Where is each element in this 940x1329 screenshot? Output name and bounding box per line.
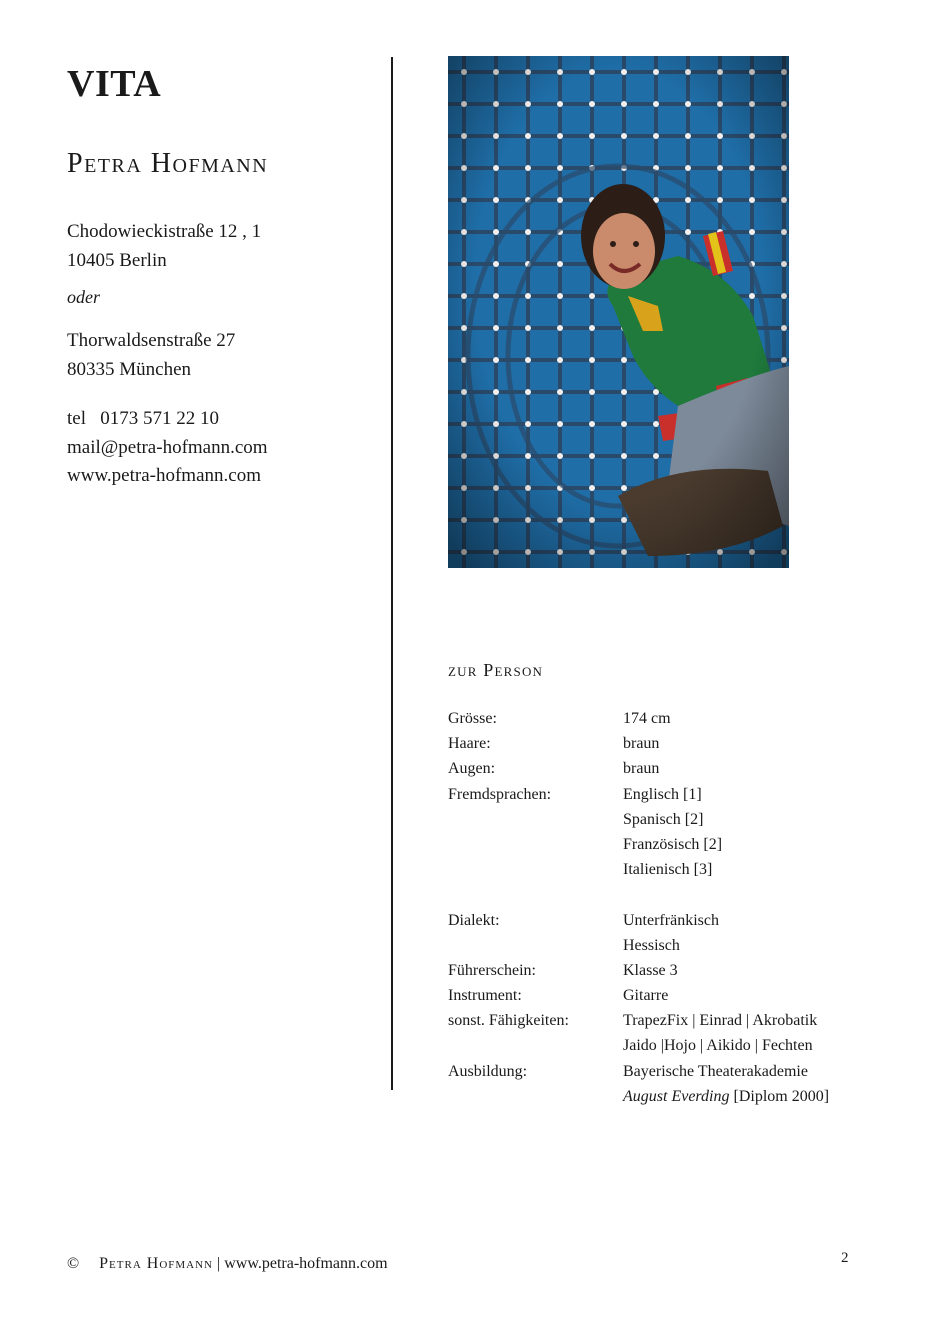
- fact-value: 174 cm: [623, 710, 671, 727]
- fact-label: Augen:: [448, 760, 496, 778]
- fact-value: TrapezFix | Einrad | Akrobatik: [623, 1012, 818, 1030]
- fact-row-education-cont: [448, 1084, 829, 1109]
- footer-website-link[interactable]: www.petra-hofmann.com: [224, 1255, 388, 1272]
- fact-value: Französisch [2]: [623, 835, 723, 853]
- fact-row-skills-cont: [448, 1033, 829, 1058]
- section-heading: zur Person: [448, 660, 544, 680]
- email-link[interactable]: mail@petra-hofmann.com: [67, 436, 268, 458]
- fact-label: Führerschein:: [448, 961, 536, 979]
- phone-line: [67, 405, 268, 434]
- footer: [67, 1255, 388, 1273]
- fact-row-skills: [448, 1008, 829, 1033]
- fact-row-instrument: [448, 983, 829, 1008]
- fact-row-eyes: [448, 756, 829, 781]
- fact-value: Englisch [1]: [623, 785, 702, 803]
- fact-value: Jaido |Hojo | Aikido | Fechten: [623, 1037, 813, 1055]
- tel-value: 0173 571 22 10: [100, 408, 219, 429]
- street-line: Chodowieckistraße 12 , 1: [67, 221, 262, 242]
- fact-label: Dialekt:: [448, 911, 500, 929]
- diploma-note: [Diplom 2000]: [729, 1087, 830, 1105]
- or-label: oder: [67, 287, 100, 307]
- fact-value: Italienisch [3]: [623, 861, 713, 879]
- fact-row-languages-cont: [448, 832, 829, 857]
- city-line: 80335 München: [67, 358, 192, 380]
- contact-block: [67, 405, 268, 491]
- fact-row-languages-cont: [448, 857, 829, 882]
- fact-row-dialect: [448, 908, 829, 933]
- fact-label: sonst. Fähigkeiten:: [448, 1012, 569, 1030]
- fact-value: Unterfränkisch: [623, 911, 719, 929]
- fact-label: Ausbildung:: [448, 1062, 528, 1080]
- page-title: VITA: [67, 63, 162, 105]
- address-berlin: [67, 218, 261, 275]
- school-name: August Everding: [623, 1087, 730, 1105]
- page-number: 2: [841, 1250, 849, 1266]
- personal-facts: [448, 706, 829, 1109]
- portrait-photo: [448, 56, 789, 568]
- column-divider: [391, 57, 393, 1090]
- fact-value: Spanisch [2]: [623, 810, 704, 828]
- fact-row-languages-cont: [448, 807, 829, 832]
- fact-value: braun: [623, 760, 660, 778]
- fact-label: Fremdsprachen:: [448, 785, 552, 803]
- website-link[interactable]: www.petra-hofmann.com: [67, 465, 261, 486]
- fact-value: Gitarre: [623, 987, 669, 1005]
- fact-label: Instrument:: [448, 987, 522, 1005]
- person-name: Petra Hofmann: [67, 148, 269, 179]
- fact-row-license: [448, 958, 829, 983]
- fact-value: braun: [623, 735, 660, 753]
- address-muenchen: [67, 327, 235, 384]
- footer-name: Petra Hofmann: [99, 1255, 214, 1272]
- city-line: 10405 Berlin: [67, 249, 167, 271]
- fact-label: Haare:: [448, 735, 491, 753]
- copyright-symbol: ©: [67, 1255, 80, 1272]
- fact-value: Klasse 3: [623, 961, 678, 979]
- fact-row-education: [448, 1059, 829, 1084]
- tel-label: tel: [67, 408, 86, 429]
- fact-row-hair: [448, 731, 829, 756]
- fact-value: [623, 1084, 829, 1109]
- fact-label: Grösse:: [448, 710, 497, 727]
- street-line: Thorwaldsenstraße 27: [67, 330, 236, 351]
- footer-separator: |: [213, 1255, 225, 1272]
- fact-row-languages: [448, 782, 829, 807]
- fact-value: Bayerische Theaterakademie: [623, 1062, 808, 1080]
- fact-value: Hessisch: [623, 936, 680, 954]
- fact-row-dialect-cont: [448, 933, 829, 958]
- fact-row-height: [448, 706, 829, 731]
